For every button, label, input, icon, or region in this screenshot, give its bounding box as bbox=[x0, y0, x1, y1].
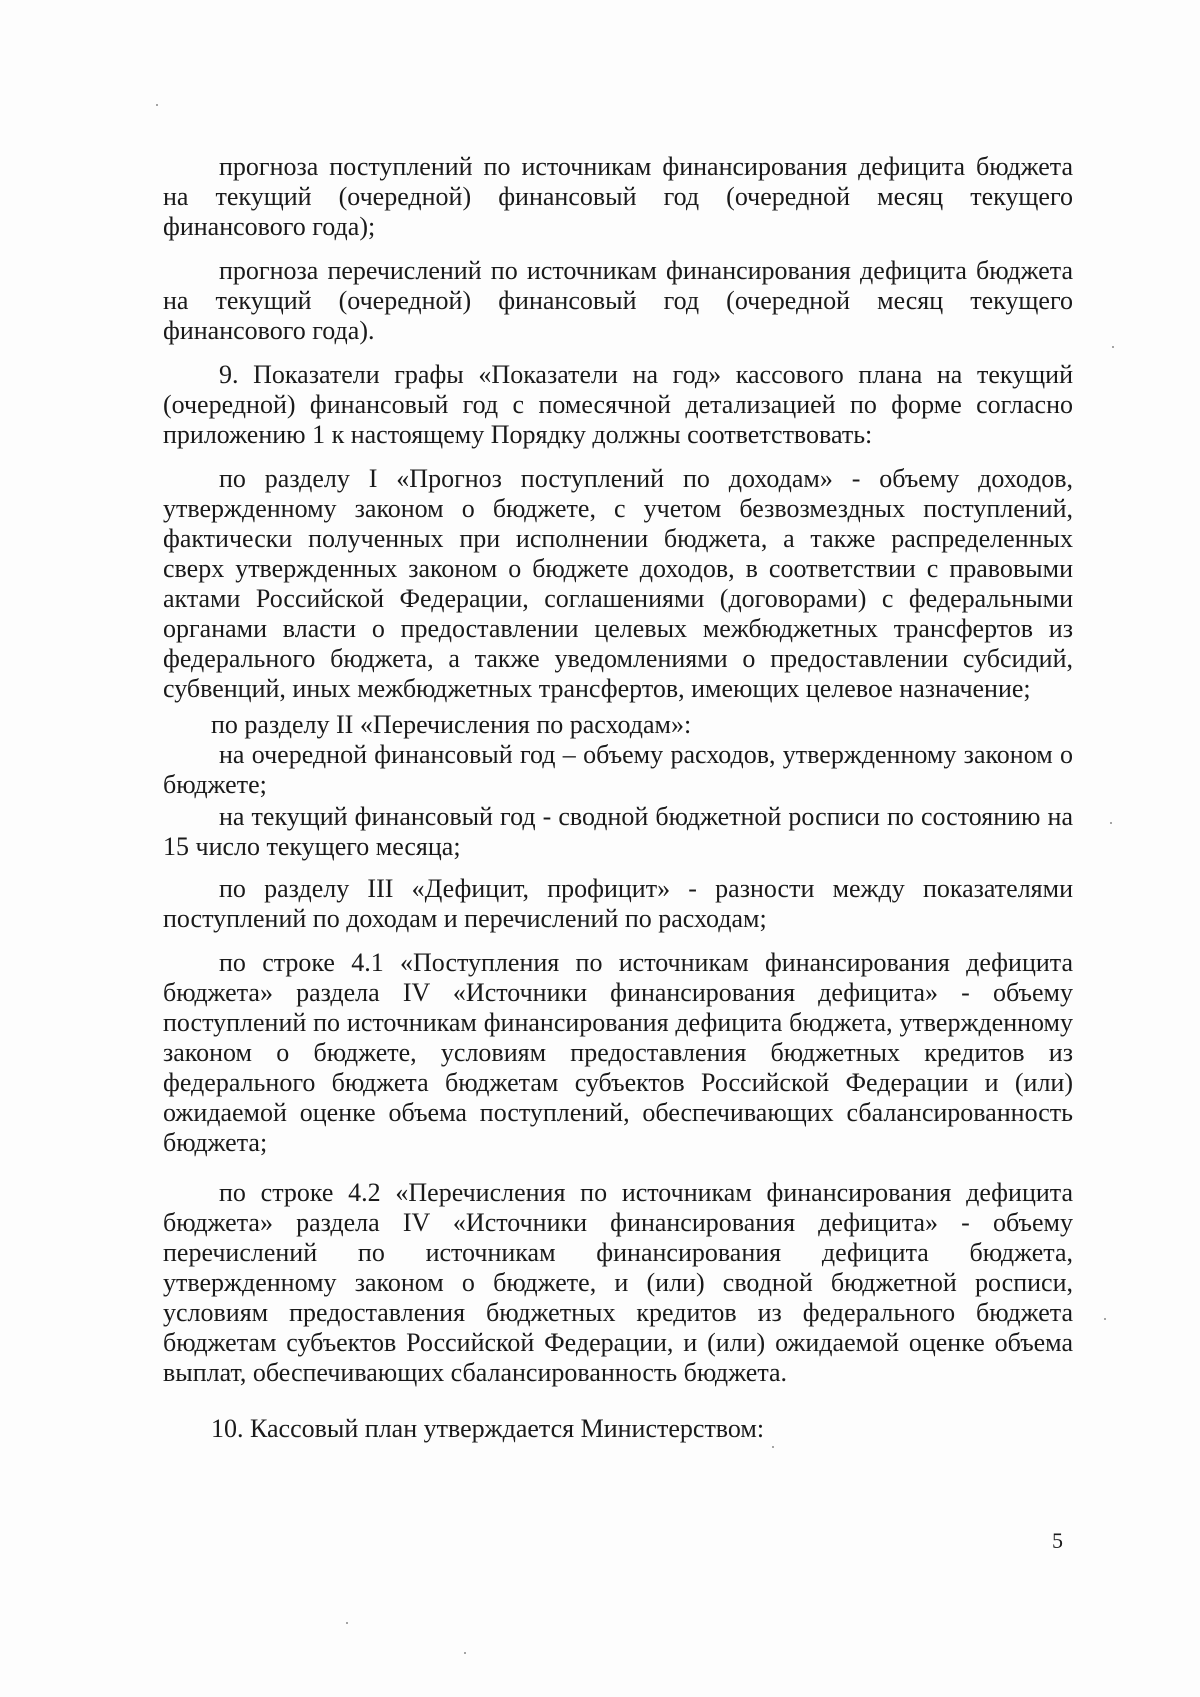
paragraph-1: прогноза поступлений по источникам финансирования дефицита бюджета на текущий (очередной) финансовый год (очередной месяц текущего финансового года); bbox=[163, 152, 1073, 241]
scan-speck bbox=[464, 1652, 466, 1654]
paragraph-10: по строке 4.2 «Перечисления по источникам финансирования дефицита бюджета» раздела IV «Источники финансирования дефицита» - объему перечислений по источникам финансирования дефицита бюджета, утвержденному законом о бюджете, и (или) сводной бюджетной росписи, условиям предоставления бюджетных кредитов из федерального бюджета бюджетам субъектов Российской Федерации, и (или) ожидаемой оценке объема выплат, обеспечивающих сбалансированность бюджета. bbox=[163, 1178, 1073, 1387]
scan-speck bbox=[156, 104, 158, 106]
paragraph-11: 10. Кассовый план утверждается Министерством: bbox=[211, 1414, 765, 1443]
scan-speck bbox=[1110, 822, 1112, 824]
paragraph-3: 9. Показатели графы «Показатели на год» кассового плана на текущий (очередной) финансовый год с помесячной детализацией по форме согласно приложению 1 к настоящему Порядку должны соответствовать: bbox=[163, 360, 1073, 449]
paragraph-5: по разделу II «Перечисления по расходам»: bbox=[211, 710, 692, 739]
paragraph-2: прогноза перечислений по источникам финансирования дефицита бюджета на текущий (очередной) финансовый год (очередной месяц текущего финансового года). bbox=[163, 256, 1073, 345]
scan-speck bbox=[1104, 1318, 1106, 1320]
paragraph-7: на текущий финансовый год - сводной бюджетной росписи по состоянию на 15 число текущего месяца; bbox=[163, 802, 1073, 861]
scan-speck bbox=[346, 1622, 348, 1624]
paragraph-4: по разделу I «Прогноз поступлений по доходам» - объему доходов, утвержденному законом о бюджете, с учетом безвозмездных поступлений, фактически полученных при исполнении бюджета, а также распределенных сверх утвержденных законом о бюджете доходов, в соответствии с правовыми актами Российской Федерации, соглашениями (договорами) с федеральными органами власти о предоставлении целевых межбюджетных трансфертов из федерального бюджета, а также уведомлениями о предоставлении субсидий, субвенций, иных межбюджетных трансфертов, имеющих целевое назначение; bbox=[163, 464, 1073, 703]
paragraph-9: по строке 4.1 «Поступления по источникам финансирования дефицита бюджета» раздела IV «Источники финансирования дефицита» - объему поступлений по источникам финансирования дефицита бюджета, утвержденному законом о бюджете, условиям предоставления бюджетных кредитов из федерального бюджета бюджетам субъектов Российской Федерации и (или) ожидаемой оценке объема поступлений, обеспечивающих сбалансированность бюджета; bbox=[163, 948, 1073, 1157]
paragraph-8: по разделу III «Дефицит, профицит» - разности между показателями поступлений по доходам и перечислений по расходам; bbox=[163, 874, 1073, 933]
scan-speck bbox=[772, 1446, 774, 1448]
page-number: 5 bbox=[1052, 1528, 1063, 1553]
scan-speck bbox=[1112, 346, 1114, 348]
paragraph-6: на очередной финансовый год – объему расходов, утвержденному законом о бюджете; bbox=[163, 740, 1073, 799]
